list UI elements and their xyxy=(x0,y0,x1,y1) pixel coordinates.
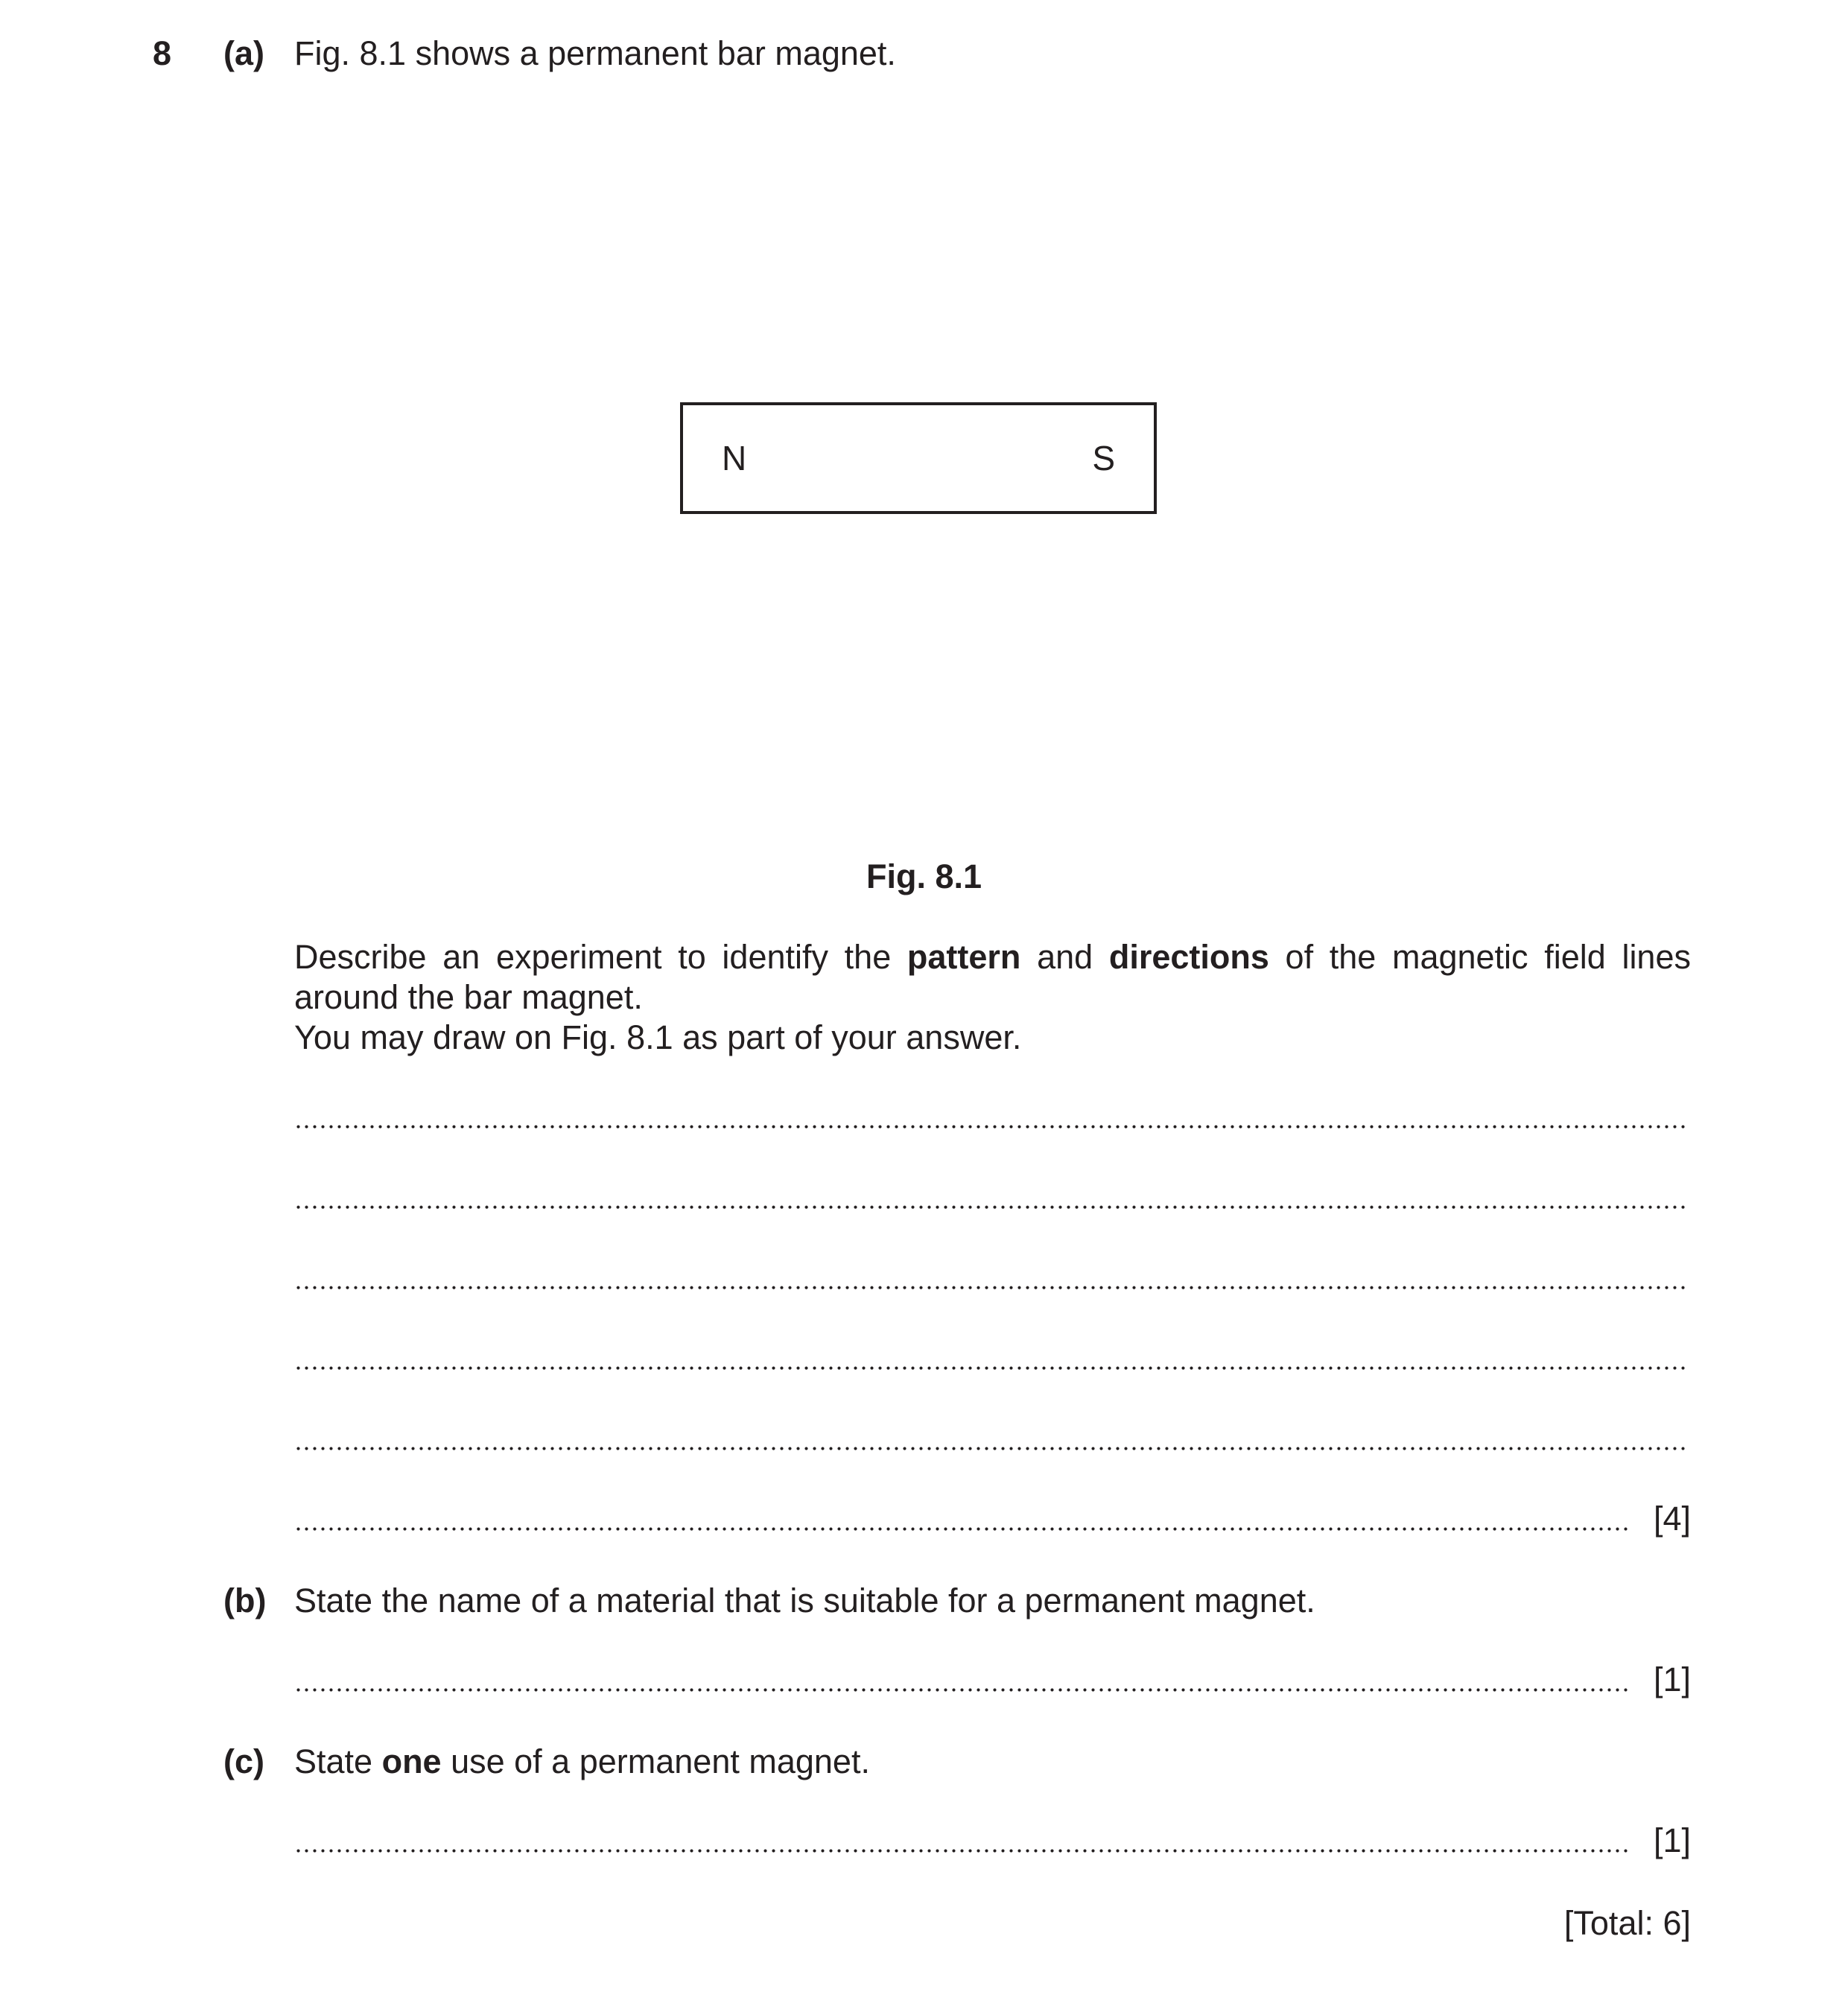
instruction-text: and xyxy=(1020,938,1109,976)
bar-magnet-figure[interactable] xyxy=(680,402,1157,514)
answer-line[interactable] xyxy=(294,1849,1631,1853)
part-b-stem: State the name of a material that is suitable for a permanent magnet. xyxy=(294,1582,1315,1620)
part-c-stem xyxy=(294,1742,870,1782)
part-a-stem: Fig. 8.1 shows a permanent bar magnet. xyxy=(294,34,896,72)
instruction-text: of the magnetic field lines xyxy=(1268,938,1691,976)
instruction-line-1 xyxy=(294,937,1691,977)
answer-line[interactable] xyxy=(294,1366,1687,1370)
answer-line[interactable] xyxy=(294,1286,1687,1289)
question-number: 8 xyxy=(153,34,172,72)
part-c-marks: [1] xyxy=(1653,1821,1691,1859)
instruction-line-3: You may draw on Fig. 8.1 as part of your answer. xyxy=(294,1018,1022,1056)
answer-line[interactable] xyxy=(294,1527,1631,1531)
figure-caption: Fig. 8.1 xyxy=(866,857,982,895)
south-pole-label: S xyxy=(1092,439,1115,478)
emphasis-pattern: pattern xyxy=(906,938,1021,976)
answer-line[interactable] xyxy=(294,1125,1687,1129)
part-a-marks: [4] xyxy=(1653,1500,1691,1538)
emphasis-directions: directions xyxy=(1108,938,1269,976)
instruction-text: Describe an experiment to identify the xyxy=(294,938,907,976)
answer-line[interactable] xyxy=(294,1447,1687,1450)
stem-text: use of a permanent magnet. xyxy=(441,1742,870,1780)
part-b-marks: [1] xyxy=(1653,1660,1691,1698)
north-pole-label: N xyxy=(722,439,747,478)
part-c-label: (c) xyxy=(223,1742,264,1780)
stem-text: State xyxy=(294,1742,382,1780)
part-a-label: (a) xyxy=(223,34,264,72)
answer-line[interactable] xyxy=(294,1688,1631,1692)
instruction-line-2: around the bar magnet. xyxy=(294,978,643,1016)
answer-line[interactable] xyxy=(294,1205,1687,1209)
emphasis-one: one xyxy=(381,1742,442,1780)
total-marks: [Total: 6] xyxy=(1563,1904,1691,1942)
part-b-label: (b) xyxy=(223,1582,267,1620)
